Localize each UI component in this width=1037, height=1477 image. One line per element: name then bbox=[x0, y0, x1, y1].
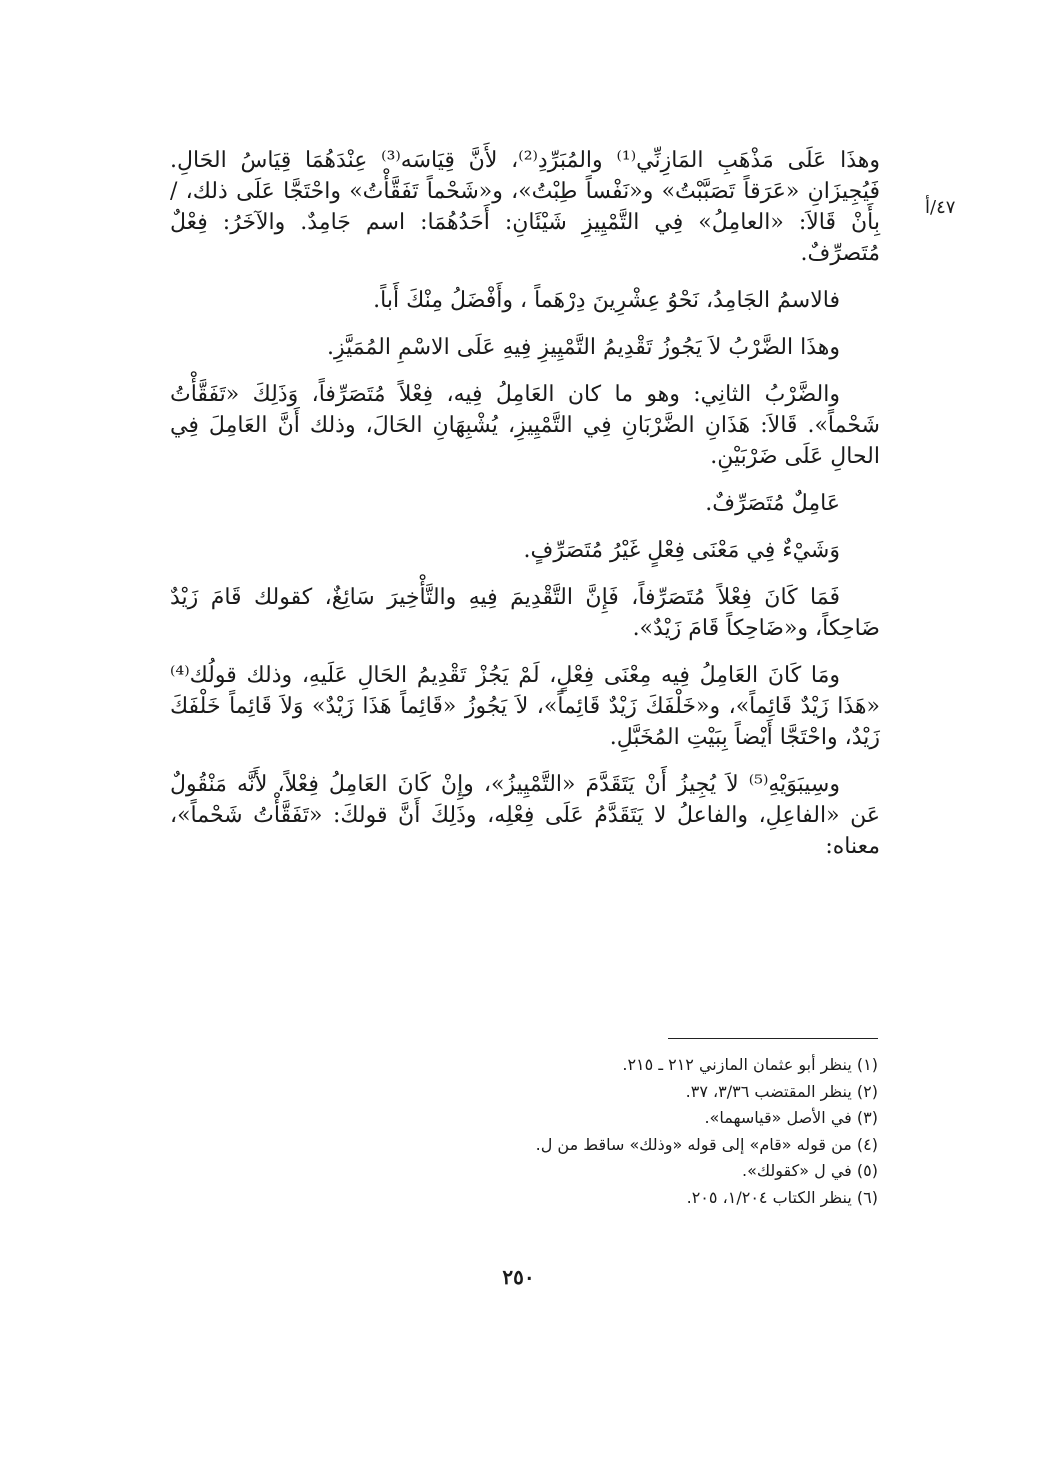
footnote: (١) ينظر أبو عثمان المازني ٢١٢ ـ ٢١٥. bbox=[622, 1055, 878, 1074]
footnote: (٤) من قوله «قام» إلى قوله «وذلك» ساقط من ل. bbox=[535, 1134, 878, 1154]
manuscript-folio-note: ٤٧/أ bbox=[925, 197, 956, 218]
paragraph: فالاسمُ الجَامِدُ، نَحْوُ عِشْرِينَ دِرْهَماً ، وأَفْضَلُ مِنْكَ أَباً. bbox=[373, 288, 840, 313]
footnote-divider bbox=[668, 1038, 878, 1039]
paragraph: وسِيبَوَيْهِ⁽⁵⁾ لاَ يُجِيزُ أَنْ يَتَقَدَّمَ «التَّمْيِيزُ»، وإِنْ كَانَ العَامِلُ فِعْلاً، لأَنَّه مَنْقُولٌ عَن «الفاعِلِ، والفاعلُ لا يَتَقَدَّمُ عَلَى فِعْلِه، وذَلِكَ أَنَّ قولكَ: «تَفَقَّأْتُ شَحْماً»، معناه: bbox=[170, 772, 880, 859]
footnote: (٥) في ل «كقولك». bbox=[742, 1161, 878, 1180]
paragraph: والضَّرْبُ الثانِي: وهو ما كان العَامِلُ فِيه، فِعْلاً مُتَصَرِّفاً، وَذَلِكَ «تَفَقَّأْتُ شَحْماً». قَالاَ: هَذَانِ الضَّرْبَانِ فِي التَّمْيِيزِ، يُشْبِهَانِ الحَالَ، وذلك أَنَّ العَامِلَ فِي الحالِ عَلَى ضَرْبَيْنِ. bbox=[170, 382, 880, 469]
footnote: (٢) ينظر المقتضب ٣/٣٦، ٣٧. bbox=[685, 1081, 878, 1101]
paragraph: عَامِلٌ مُتَصَرِّفٌ. bbox=[705, 491, 840, 516]
paragraph: وهذَا عَلَى مَذْهَبِ المَازِنِّي⁽¹⁾ والمُبَرِّدِ⁽²⁾، لأَنَّ قِيَاسَه⁽³⁾ عِنْدَهُمَا قِيَاسُ الحَالِ. فَيُجِيزَانِ «عَرَقاً تَصَبَّبْتُ» و«نَفْساً طِبْتُ»، و«شَحْماً تَفَقَّأْتُ» واحْتَجَّا عَلَى ذلك، /بِأَنْ قَالاَ: «العامِلُ» فِي التَّمْيِيزِ شَيْئَانِ: أَحَدُهُمَا: اسم جَامِدٌ. والآخَرُ: فِعْلٌ مُتَصرِّفٌ. bbox=[170, 148, 880, 266]
paragraph: وَشَيْءٌ فِي مَعْنَى فِعْلٍ غَيْرُ مُتَصَرِّفٍ. bbox=[523, 538, 840, 563]
page-number: ٢٥٠ bbox=[502, 1265, 535, 1289]
paragraph: وهذَا الضَّرْبُ لاَ يَجُوزُ تَقْدِيمُ التَّمْيِيزِ فِيهِ عَلَى الاسْمِ المُمَيَّزِ. bbox=[326, 335, 840, 360]
main-text-body bbox=[170, 145, 880, 878]
paragraph: ومَا كَانَ العَامِلُ فِيه مِعْنَى فِعْلٍ، لَمْ يَجُزْ تَقْدِيمُ الحَالِ عَلَيهِ، وذلك قولُك⁽⁴⁾ «هَذَا زَيْدٌ قَائِماً»، و«خَلْفَكَ زَيْدٌ قَائِماً»، لاَ يَجُوزُ «قَائِماً هَذَا زَيْدٌ» وَلاَ قَائِماً خَلْفَكَ زَيْدٌ، واحْتَجَّا أَيْضاً بِبَيْتِ المُخَبَّلِ. bbox=[170, 663, 880, 750]
footnotes-section bbox=[380, 1052, 878, 1211]
footnote: (٦) ينظر الكتاب ١/٢٠٤، ٢٠٥. bbox=[686, 1187, 878, 1207]
footnote: (٣) في الأصل «قياسهما». bbox=[704, 1108, 878, 1127]
paragraph: فَمَا كَانَ فِعْلاً مُتَصَرِّفاً، فَإِنَّ التَّقْدِيمَ فِيهِ والتَّأْخِيرَ سَائِغٌ، كقولك قَامَ زَيْدٌ ضَاحِكاً، و«ضَاحِكاً قَامَ زَيْدٌ». bbox=[170, 585, 880, 641]
